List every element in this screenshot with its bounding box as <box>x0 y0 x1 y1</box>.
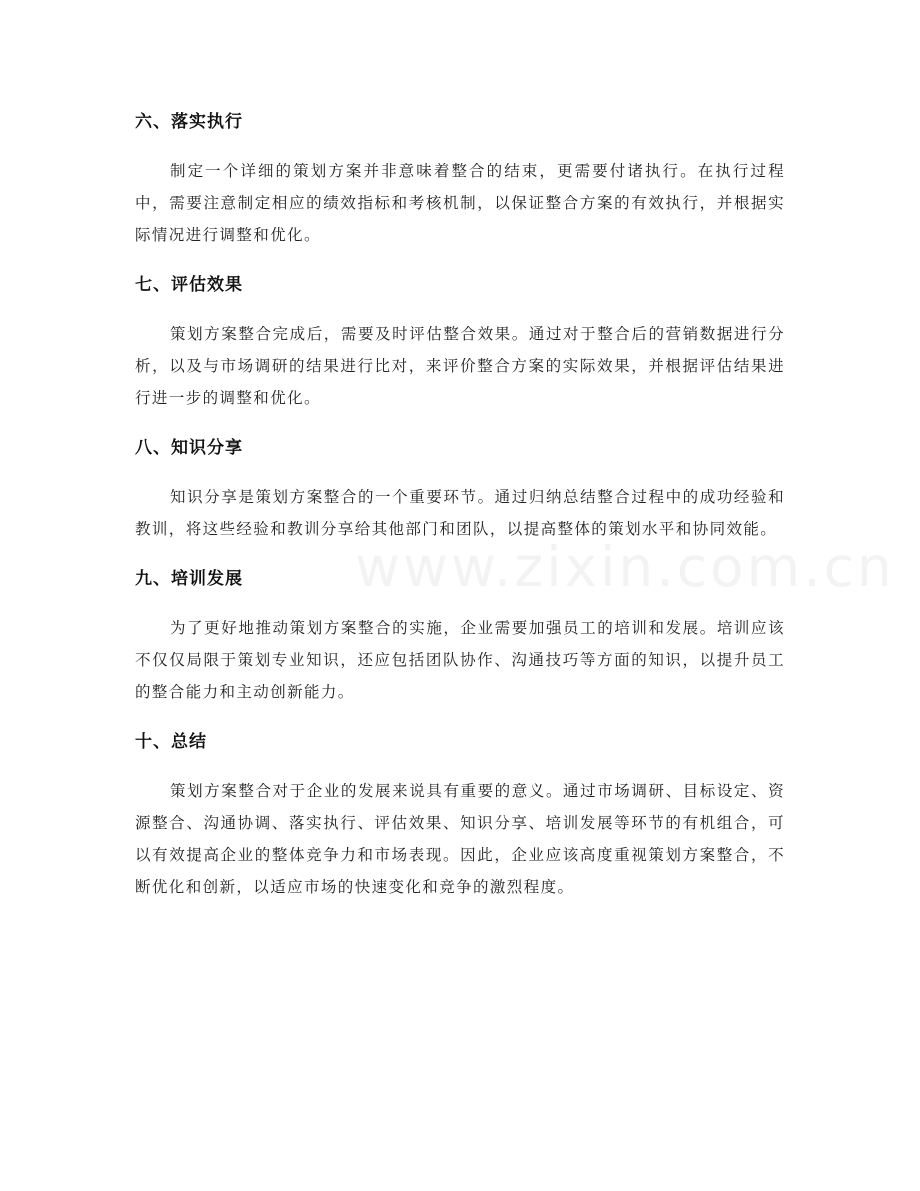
section-heading-evaluation: 七、评估效果 <box>135 275 243 295</box>
section-body-training: 为了更好地推动策划方案整合的实施，企业需要加强员工的培训和发展。培训应该不仅仅局限于策划专业知识，还应包括团队协作、沟通技巧等方面的知识，以提升员工的整合能力和主动创新能力。 <box>135 619 785 701</box>
section-heading-summary: 十、总结 <box>135 732 207 752</box>
section-heading-training: 九、培训发展 <box>135 569 243 589</box>
section-body-implementation: 制定一个详细的策划方案并非意味着整合的结束，更需要付诸执行。在执行过程中，需要注意制定相应的绩效指标和考核机制，以保证整合方案的有效执行，并根据实际情况进行调整和优化。 <box>135 162 785 244</box>
document-content <box>135 106 785 921</box>
section-heading-implementation: 六、落实执行 <box>135 112 243 132</box>
section-heading-knowledge-sharing: 八、知识分享 <box>135 438 243 458</box>
section-body-evaluation: 策划方案整合完成后，需要及时评估整合效果。通过对于整合后的营销数据进行分析，以及与市场调研的结果进行比对，来评价整合方案的实际效果，并根据评估结果进行进一步的调整和优化。 <box>135 325 785 407</box>
section-body-summary: 策划方案整合对于企业的发展来说具有重要的意义。通过市场调研、目标设定、资源整合、沟通协调、落实执行、评估效果、知识分享、培训发展等环节的有机组合，可以有效提高企业的整体竞争力和市场表现。因此，企业应该高度重视策划方案整合，不断优化和创新，以适应市场的快速变化和竞争的激烈程度。 <box>135 782 785 896</box>
watermark: www.zixin.com.cn <box>355 535 895 599</box>
section-body-knowledge-sharing: 知识分享是策划方案整合的一个重要环节。通过归纳总结整合过程中的成功经验和教训，将这些经验和教训分享给其他部门和团队，以提高整体的策划水平和协同效能。 <box>135 488 785 538</box>
